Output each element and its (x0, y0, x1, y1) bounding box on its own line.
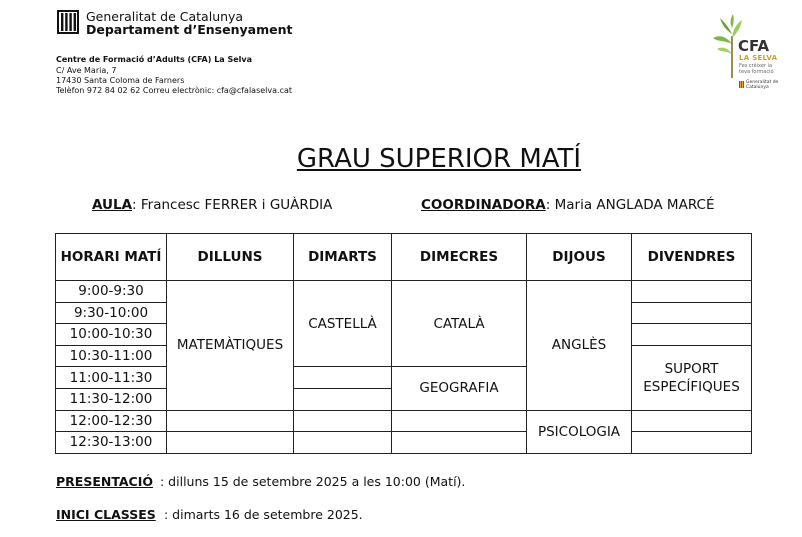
empty-cell (392, 410, 527, 432)
generalitat-name: Generalitat de Catalunya (86, 9, 244, 24)
table-row (56, 281, 752, 303)
cfa-logo-title: CFA (738, 37, 770, 55)
coordinadora-label: COORDINADORA (421, 197, 546, 213)
presentacio-line (56, 474, 465, 490)
header-dilluns: DILLUNS (167, 234, 294, 281)
coordinadora-line (421, 196, 714, 214)
empty-cell (632, 410, 752, 432)
inici-classes-label: INICI CLASSES (56, 507, 156, 522)
centre-contact: Telèfon 972 84 02 62 Correu electrònic: cfa@cfalaselva.cat (56, 86, 293, 95)
time-cell: 11:00-11:30 (56, 367, 167, 389)
centre-name: Centre de Formació d’Adults (CFA) La Selva (56, 55, 253, 64)
header-dimecres: DIMECRES (392, 234, 527, 281)
presentacio-label: PRESENTACIÓ (56, 474, 154, 489)
subject-castella: CASTELLÀ (294, 281, 392, 367)
aula-value: : Francesc FERRER i GUÀRDIA (132, 197, 333, 213)
time-cell: 12:00-12:30 (56, 410, 167, 432)
coordinadora-value: : Maria ANGLADA MARCÉ (545, 197, 715, 213)
aula-label: AULA (92, 197, 133, 213)
empty-cell (632, 432, 752, 454)
subject-catala: CATALÀ (392, 281, 527, 367)
empty-cell (167, 410, 294, 432)
departament-name: Departament d’Ensenyament (86, 22, 293, 37)
empty-cell (294, 432, 392, 454)
empty-cell (632, 281, 752, 303)
page-title: GRAU SUPERIOR MATÍ (296, 144, 582, 174)
empty-cell (294, 410, 392, 432)
time-cell: 10:00-10:30 (56, 324, 167, 346)
generalitat-stripes-icon (57, 10, 79, 34)
empty-cell (392, 432, 527, 454)
time-cell: 11:30-12:00 (56, 388, 167, 410)
centre-city: 17430 Santa Coloma de Farners (56, 76, 185, 85)
time-cell: 10:30-11:00 (56, 345, 167, 367)
empty-cell (632, 302, 752, 324)
table-row (56, 410, 752, 432)
cfa-logo-tagline: Fes créixer la teva formació (739, 63, 774, 75)
header-horari: HORARI MATÍ (56, 234, 167, 281)
subject-geografia: GEOGRAFIA (392, 367, 527, 410)
presentacio-value: : dilluns 15 de setembre 2025 a les 10:00 (Matí). (160, 474, 466, 489)
subject-angles: ANGLÈS (527, 281, 632, 411)
header-dijous: DIJOUS (527, 234, 632, 281)
inici-classes-value: : dimarts 16 de setembre 2025. (164, 507, 363, 522)
subject-matematiques: MATEMÀTIQUES (167, 281, 294, 411)
schedule-table (55, 233, 752, 454)
empty-cell (167, 432, 294, 454)
time-cell: 9:30-10:00 (56, 302, 167, 324)
empty-cell (632, 324, 752, 346)
time-cell: 9:00-9:30 (56, 281, 167, 303)
header-dimarts: DIMARTS (294, 234, 392, 281)
cfa-logo-subtitle: LA SELVA (739, 54, 778, 62)
subject-psicologia: PSICOLOGIA (527, 410, 632, 453)
inici-classes-line (56, 507, 363, 523)
generalitat-mini-icon (739, 81, 744, 88)
subject-suport: SUPORT ESPECÍFIQUES (632, 345, 752, 410)
cfa-logo-generalitat: Generalitat de Catalunya (746, 80, 779, 90)
table-row (56, 432, 752, 454)
centre-address: C/ Ave Maria, 7 (56, 66, 117, 75)
header-divendres: DIVENDRES (632, 234, 752, 281)
time-cell: 12:30-13:00 (56, 432, 167, 454)
empty-cell (294, 388, 392, 410)
table-header-row (56, 234, 752, 281)
aula-line (92, 196, 332, 214)
empty-cell (294, 367, 392, 389)
